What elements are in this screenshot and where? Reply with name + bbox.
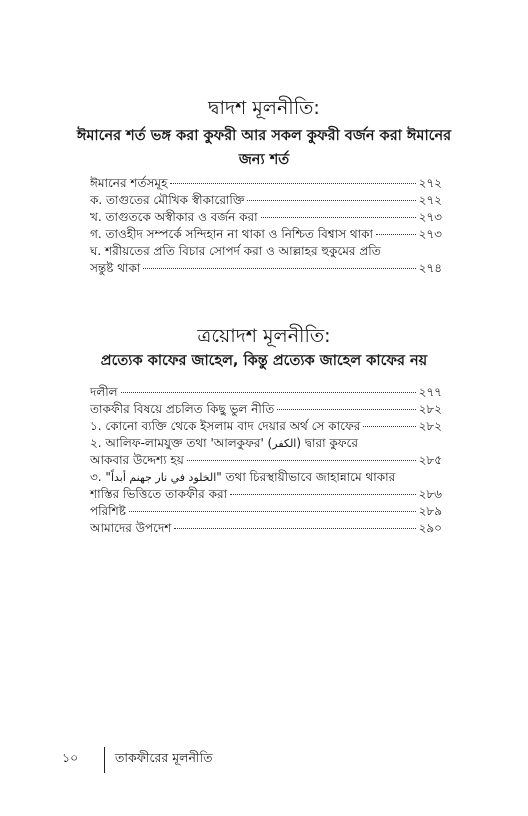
toc-entry-title-cont: সন্তুষ্ট থাকা — [90, 261, 141, 275]
section-12-title: দ্বাদশ মূলনীতি: — [208, 97, 320, 119]
toc-entry[interactable] — [90, 503, 442, 520]
toc-entry[interactable] — [90, 469, 442, 503]
toc-entry-title-cont: আকবার উদ্দেশ্য হয় — [90, 453, 184, 467]
toc-entry-title: ঘ. শরীয়তের প্রতি বিচার সোপর্দ করা ও আল্লাহর হুকুমের প্রতি — [90, 244, 381, 258]
leader-dots — [376, 234, 416, 235]
toc-entry-page: ২৮৫ — [418, 453, 442, 467]
toc-entry-page: ২৮২ — [418, 402, 442, 416]
toc-entry[interactable] — [90, 226, 442, 243]
toc-entry-title — [90, 435, 358, 452]
toc-entry-page: ২৭৩ — [418, 227, 442, 241]
leader-dots — [230, 494, 416, 495]
toc-entry-page: ২৮৯ — [418, 504, 442, 518]
toc-entry[interactable] — [90, 175, 442, 192]
toc-entry[interactable] — [90, 209, 442, 226]
toc-entry-page: ২৮২ — [418, 419, 442, 433]
title-part: ২. আলিফ-লামযুক্ত তথা 'আলকুফর' ( — [90, 436, 273, 450]
leader-dots — [129, 511, 416, 512]
toc-entry-page: ২৭৭ — [418, 385, 442, 399]
section-12-toc — [90, 175, 442, 277]
toc-entry[interactable] — [90, 520, 442, 537]
title-part: " তথা চিরস্থায়ীভাবে জাহান্নামে থাকার — [216, 470, 396, 484]
title-part: ৩. " — [90, 470, 111, 484]
leader-dots — [277, 409, 415, 410]
leader-dots — [143, 268, 415, 269]
toc-entry-title: দলীল — [90, 385, 118, 399]
toc-entry-title: ঈমানের শর্তসমূহ — [90, 176, 168, 190]
toc-entry-title: আমাদের উপদেশ — [90, 521, 172, 535]
toc-entry-page: ২৭৩ — [418, 210, 442, 224]
section-13-toc — [90, 384, 442, 537]
leader-dots — [174, 528, 415, 529]
section-12-subtitle: ঈমানের শর্ত ভঙ্গ করা কুফরী আর সকল কুফরী বর্জন করা ঈমানের জন্য শর্ত — [76, 128, 452, 168]
arabic-term: الخلود في نار جهنم أبداً — [110, 471, 217, 484]
section-13-subtitle: প্রত্যেক কাফের জাহেল, কিন্তু প্রত্যেক জাহেল কাফের নয় — [100, 353, 428, 369]
arabic-term: الكفر — [272, 437, 297, 450]
toc-entry[interactable] — [90, 384, 442, 401]
toc-entry-title: তাকফীর বিষয়ে প্রচলিত কিছু ভুল নীতি — [90, 402, 275, 416]
toc-entry-title: ১. কোনো ব্যক্তি থেকে ইসলাম বাদ দেয়ার অর্থ সে কাফের — [90, 419, 361, 433]
book-title: তাকফীরের মূলনীতি — [115, 750, 213, 765]
toc-entry-page: ২৯০ — [418, 521, 442, 535]
toc-entry-page: ২৭৪ — [418, 261, 442, 275]
toc-entry-title: পরিশিষ্ট — [90, 504, 126, 518]
toc-entry-title — [90, 469, 395, 486]
footer-divider — [104, 747, 105, 773]
toc-entry-title-cont: শাস্তির ভিত্তিতে তাকফীর করা — [90, 487, 228, 501]
page-footer — [62, 749, 212, 771]
toc-entry[interactable] — [90, 418, 442, 435]
leader-dots — [247, 200, 415, 201]
leader-dots — [187, 460, 416, 461]
leader-dots — [363, 426, 415, 427]
toc-entry[interactable] — [90, 243, 442, 277]
toc-entry-title: খ. তাগুতকে অস্বীকার ও বর্জন করা — [90, 210, 258, 224]
toc-entry[interactable] — [90, 401, 442, 418]
toc-entry-title: গ. তাওহীদ সম্পর্কে সন্দিহান না থাকা ও নিশ্চিত বিশ্বাস থাকা — [90, 227, 373, 241]
leader-dots — [121, 392, 416, 393]
leader-dots — [261, 217, 416, 218]
title-part: ) দ্বারা কুফরে — [296, 436, 358, 450]
toc-entry[interactable] — [90, 192, 442, 209]
toc-entry-title: ক. তাগুতের মৌখিক স্বীকারোক্তি — [90, 193, 245, 207]
leader-dots — [170, 183, 415, 184]
toc-entry[interactable] — [90, 435, 442, 469]
section-13-title: ত্রয়োদশ মূলনীতি: — [197, 325, 331, 347]
toc-entry-page: ২৮৬ — [418, 487, 442, 501]
page-number: ১০ — [62, 750, 79, 765]
toc-entry-page: ২৭২ — [418, 176, 442, 190]
toc-entry-page: ২৭২ — [418, 193, 442, 207]
